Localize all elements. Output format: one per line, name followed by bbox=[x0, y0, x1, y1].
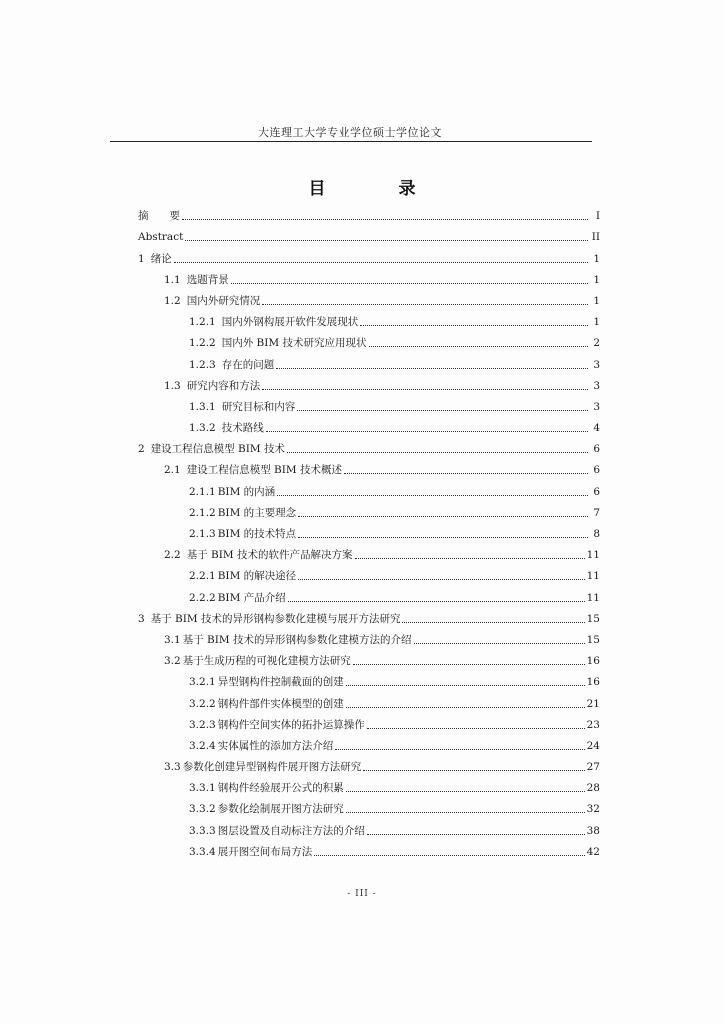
toc-entry-label bbox=[138, 252, 172, 266]
toc-entry-page: 15 bbox=[586, 633, 600, 646]
toc-entry-number: 1.3.2 bbox=[189, 422, 216, 435]
toc-entry[interactable] bbox=[138, 838, 600, 859]
toc-entry-label bbox=[164, 294, 260, 308]
toc-entry[interactable] bbox=[138, 414, 600, 435]
toc-entry[interactable] bbox=[138, 308, 600, 329]
toc-entry-number: 3.1 bbox=[164, 633, 181, 646]
toc-entry-number: 3 bbox=[138, 612, 145, 625]
toc-dot-leader bbox=[402, 622, 584, 623]
toc-entry-title: 选题背景 bbox=[186, 273, 229, 286]
toc-entry[interactable] bbox=[138, 435, 600, 456]
toc-entry-number: 1.3 bbox=[164, 379, 181, 392]
toc-dot-leader bbox=[335, 749, 584, 750]
toc-entry-number: 2.1.2 bbox=[189, 506, 216, 519]
toc-entry-page: 16 bbox=[586, 676, 600, 689]
toc-entry[interactable] bbox=[138, 393, 600, 414]
toc-entry-number: 3.3.1 bbox=[189, 782, 216, 795]
toc-entry-label bbox=[189, 527, 296, 541]
toc-dot-leader bbox=[277, 495, 588, 496]
toc-entry-title: 参数化绘制展开图方法研究 bbox=[217, 803, 344, 816]
toc-entry-title: 国内外钢构展开软件发展现状 bbox=[221, 316, 359, 329]
toc-entry-title: 基于 BIM 技术的异形钢构参数化建模与展开方法研究 bbox=[150, 612, 401, 625]
toc-dot-leader bbox=[314, 855, 584, 856]
running-header: 大连理工大学专业学位硕士学位论文 bbox=[258, 126, 442, 139]
toc-entry-title: 展开图空间布局方法 bbox=[217, 845, 313, 858]
toc-dot-leader bbox=[276, 368, 588, 369]
toc-entry-page: 11 bbox=[586, 549, 600, 562]
toc-entry-label bbox=[164, 633, 412, 647]
toc-dot-leader bbox=[346, 791, 585, 792]
toc-entry-page: 38 bbox=[586, 824, 600, 837]
toc-entry-number: 3.3 bbox=[164, 761, 181, 774]
toc-dot-leader bbox=[363, 770, 584, 771]
toc-dot-leader bbox=[262, 389, 588, 390]
toc-entry[interactable] bbox=[138, 202, 600, 223]
toc-entry-page: 1 bbox=[593, 252, 600, 265]
toc-dot-leader bbox=[297, 410, 588, 411]
toc-dot-leader bbox=[298, 537, 588, 538]
toc-entry-title: 国内外 BIM 技术研究应用现状 bbox=[221, 337, 367, 350]
toc-entry[interactable] bbox=[138, 647, 600, 668]
toc-entry-label bbox=[164, 379, 260, 393]
toc-entry-label bbox=[138, 230, 183, 244]
toc-entry-title: 建设工程信息模型 BIM 技术 bbox=[150, 443, 285, 456]
toc-entry-number: 1.2.3 bbox=[189, 358, 216, 371]
toc-entry-title: BIM 的解决途径 bbox=[217, 570, 297, 583]
toc-dot-leader bbox=[369, 346, 588, 347]
toc-entry-number: 1.2.1 bbox=[189, 316, 216, 329]
toc-entry-page: 6 bbox=[593, 464, 600, 477]
toc-dot-leader bbox=[367, 834, 585, 835]
toc-entry-number: 3.2.1 bbox=[189, 676, 216, 689]
toc-entry-page: 27 bbox=[586, 761, 600, 774]
toc-dot-leader bbox=[298, 579, 584, 580]
toc-entry-label bbox=[189, 569, 296, 583]
toc-entry-number: 1.1 bbox=[164, 273, 181, 286]
toc-entry-title: BIM 产品介绍 bbox=[217, 591, 286, 604]
toc-entry[interactable] bbox=[138, 266, 600, 287]
toc-entry[interactable] bbox=[138, 774, 600, 795]
toc-entry[interactable] bbox=[138, 668, 600, 689]
toc-dot-leader bbox=[344, 473, 588, 474]
toc-entry-title: 异型钢构件控制截面的创建 bbox=[217, 676, 344, 689]
toc-entry-label bbox=[189, 845, 312, 859]
toc-entry-label bbox=[138, 612, 400, 626]
toc-entry-number: 1.2.2 bbox=[189, 337, 216, 350]
toc-entry-page: 42 bbox=[586, 845, 600, 858]
toc-entry[interactable] bbox=[138, 753, 600, 774]
toc-dot-leader bbox=[185, 240, 588, 241]
header-rule bbox=[110, 141, 592, 142]
toc-entry-title: 研究目标和内容 bbox=[221, 400, 296, 413]
toc-entry-label bbox=[189, 802, 344, 816]
toc-entry-title: 参数化创建异型钢构件展开图方法研究 bbox=[182, 761, 362, 774]
toc-entry[interactable] bbox=[138, 605, 600, 626]
toc-entry-title: BIM 的主要理念 bbox=[217, 506, 297, 519]
toc-entry-number: 3.2.4 bbox=[189, 739, 216, 752]
toc-entry-page: 6 bbox=[593, 485, 600, 498]
toc-entry[interactable] bbox=[138, 244, 600, 265]
toc-dot-leader bbox=[174, 262, 588, 263]
toc-entry-page: 1 bbox=[593, 294, 600, 307]
toc-entry-title: 技术路线 bbox=[221, 422, 264, 435]
toc-entry[interactable] bbox=[138, 499, 600, 520]
toc-entry-title: 基于 BIM 技术的软件产品解决方案 bbox=[186, 549, 353, 562]
toc-dot-leader bbox=[298, 516, 588, 517]
toc-entry-page: 6 bbox=[593, 443, 600, 456]
toc-entry-label bbox=[189, 336, 367, 350]
toc-entry-label bbox=[164, 463, 342, 477]
toc-dot-leader bbox=[182, 219, 588, 220]
toc-entry-title: BIM 的内涵 bbox=[217, 485, 276, 498]
toc-entry-label bbox=[189, 315, 358, 329]
toc-entry-title: 摘 要 bbox=[138, 210, 180, 223]
toc-entry-title: 绪论 bbox=[150, 252, 172, 265]
toc-entry-number: 1.2 bbox=[164, 294, 181, 307]
toc-entry-page: 28 bbox=[586, 782, 600, 795]
toc-dot-leader bbox=[346, 685, 585, 686]
toc-dot-leader bbox=[288, 601, 585, 602]
toc-entry-label bbox=[189, 591, 286, 605]
toc-dot-leader bbox=[355, 558, 585, 559]
toc-entry-page: 23 bbox=[586, 718, 600, 731]
toc-entry-label bbox=[189, 718, 365, 732]
toc-entry-page: 24 bbox=[586, 739, 600, 752]
toc-entry-title: 钢构件部件实体模型的创建 bbox=[217, 697, 344, 710]
toc-entry-page: 21 bbox=[586, 697, 600, 710]
toc-entry-page: 2 bbox=[593, 337, 600, 350]
toc-entry-page: I bbox=[595, 210, 600, 223]
toc-entry-title: 实体属性的添加方法介绍 bbox=[217, 739, 334, 752]
toc-entry[interactable] bbox=[138, 562, 600, 583]
toc-dot-leader bbox=[231, 283, 588, 284]
toc-entry-page: II bbox=[591, 231, 600, 244]
toc-entry-label bbox=[189, 824, 365, 838]
toc-entry-title: 钢构件经验展开公式的积累 bbox=[217, 782, 344, 795]
toc-entry-title: 研究内容和方法 bbox=[186, 379, 261, 392]
toc-entry-label bbox=[164, 548, 353, 562]
toc-entry[interactable] bbox=[138, 477, 600, 498]
toc-entry-page: 11 bbox=[586, 570, 600, 583]
toc-entry-title: 基于生成历程的可视化建模方法研究 bbox=[182, 655, 351, 668]
toc-entry-number: 2.2.1 bbox=[189, 570, 216, 583]
toc-entry-page: 3 bbox=[593, 379, 600, 392]
toc-entry[interactable] bbox=[138, 583, 600, 604]
toc-entry-label bbox=[164, 654, 351, 668]
toc-dot-leader bbox=[287, 452, 588, 453]
toc-entry-page: 3 bbox=[593, 400, 600, 413]
toc-entry[interactable] bbox=[138, 711, 600, 732]
toc-entry-number: 2 bbox=[138, 443, 145, 456]
toc-entry-title: 基于 BIM 技术的异形钢构参数化建模方法的介绍 bbox=[182, 633, 412, 646]
toc-title: 目 录 bbox=[308, 179, 444, 199]
toc-entry-label bbox=[138, 209, 180, 223]
toc-entry-number: 3.2.2 bbox=[189, 697, 216, 710]
toc-entry-page: 1 bbox=[593, 273, 600, 286]
toc-dot-leader bbox=[414, 643, 585, 644]
toc-entry-title: BIM 的技术特点 bbox=[217, 528, 297, 540]
toc-entry-page: 3 bbox=[593, 358, 600, 371]
toc-entry[interactable] bbox=[138, 350, 600, 371]
toc-entry-title: 存在的问题 bbox=[221, 358, 275, 371]
toc-entry-title: 建设工程信息模型 BIM 技术概述 bbox=[186, 464, 342, 477]
toc-entry-title: 钢构件空间实体的拓扑运算操作 bbox=[217, 718, 365, 731]
toc-entry-title: 图层设置及自动标注方法的介绍 bbox=[217, 824, 365, 837]
toc-entry-number: 2.1 bbox=[164, 464, 181, 477]
toc-entry-label bbox=[189, 739, 333, 753]
toc-entry-label bbox=[189, 400, 295, 414]
table-of-contents bbox=[138, 202, 600, 859]
toc-entry-number: 2.2.2 bbox=[189, 591, 216, 604]
toc-entry-number: 3.2.3 bbox=[189, 718, 216, 731]
toc-entry[interactable] bbox=[138, 372, 600, 393]
toc-dot-leader bbox=[266, 431, 588, 432]
toc-entry-label bbox=[189, 506, 296, 520]
toc-entry-page: 15 bbox=[586, 612, 600, 625]
toc-dot-leader bbox=[360, 325, 588, 326]
toc-entry[interactable] bbox=[138, 732, 600, 753]
toc-entry-page: 16 bbox=[586, 655, 600, 668]
toc-entry[interactable] bbox=[138, 456, 600, 477]
toc-entry-page: 7 bbox=[593, 506, 600, 519]
toc-entry[interactable] bbox=[138, 287, 600, 308]
toc-entry[interactable] bbox=[138, 795, 600, 816]
toc-entry-label bbox=[189, 485, 275, 499]
toc-entry[interactable] bbox=[138, 541, 600, 562]
toc-entry-label bbox=[164, 273, 229, 287]
toc-entry-page: 11 bbox=[586, 591, 600, 604]
toc-entry[interactable] bbox=[138, 689, 600, 710]
toc-entry-page: 1 bbox=[593, 316, 600, 329]
toc-entry-number: 1.3.1 bbox=[189, 400, 216, 413]
toc-entry-label bbox=[164, 760, 361, 774]
toc-entry-page: 4 bbox=[593, 422, 600, 435]
toc-entry-page: 8 bbox=[593, 528, 600, 540]
page-number: - III - bbox=[347, 889, 377, 899]
toc-entry[interactable] bbox=[138, 816, 600, 837]
toc-entry-number: 3.3.4 bbox=[189, 845, 216, 858]
toc-dot-leader bbox=[353, 664, 585, 665]
toc-entry-label bbox=[189, 781, 344, 795]
toc-entry-number: 3.2 bbox=[164, 655, 181, 668]
toc-entry-label bbox=[189, 358, 274, 372]
toc-entry-title: 国内外研究情况 bbox=[186, 294, 261, 307]
toc-entry[interactable] bbox=[138, 626, 600, 647]
toc-dot-leader bbox=[346, 707, 585, 708]
toc-entry-number: 2.2 bbox=[164, 549, 181, 562]
toc-entry-number: 3.3.2 bbox=[189, 803, 216, 816]
toc-entry-label bbox=[189, 675, 344, 689]
toc-entry[interactable] bbox=[138, 223, 600, 244]
toc-entry-number: 2.1.1 bbox=[189, 485, 216, 498]
toc-entry-title: Abstract bbox=[138, 231, 184, 244]
toc-dot-leader bbox=[367, 728, 585, 729]
toc-dot-leader bbox=[262, 304, 588, 305]
toc-entry-page: 32 bbox=[586, 803, 600, 816]
toc-entry-label bbox=[138, 442, 285, 456]
toc-entry-number: 3.3.3 bbox=[189, 824, 216, 837]
toc-dot-leader bbox=[346, 812, 585, 813]
toc-entry[interactable] bbox=[138, 520, 600, 541]
toc-entry-label bbox=[189, 697, 344, 711]
toc-entry-number: 2.1.3 bbox=[189, 528, 216, 540]
toc-entry-number: 1 bbox=[138, 252, 145, 265]
toc-entry-label bbox=[189, 421, 264, 435]
toc-entry[interactable] bbox=[138, 329, 600, 350]
